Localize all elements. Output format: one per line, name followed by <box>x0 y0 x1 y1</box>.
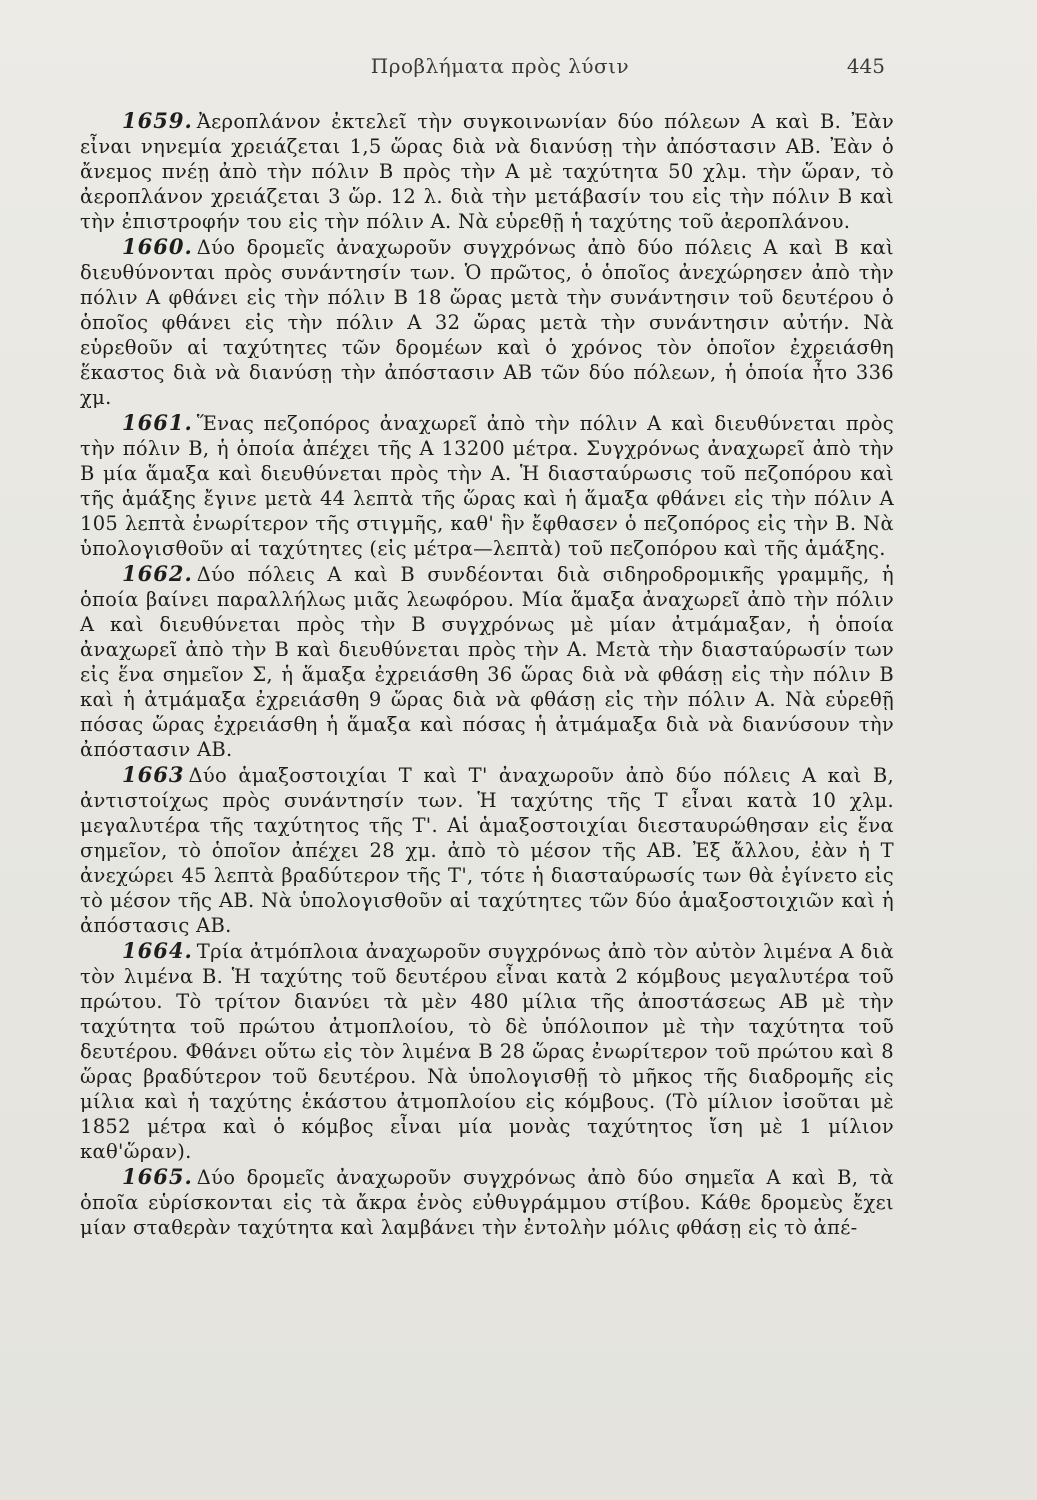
page-number: 445 <box>846 54 885 78</box>
problem-1663 <box>80 762 894 938</box>
problem-number: 1664. <box>122 938 193 963</box>
problem-text: Τρία ἀτμόπλοια ἀναχωροῦν συγχρόνως ἀπὸ τὸν αὐτὸν λιμένα Α διὰ τὸν λιμένα Β. Ἡ ταχύτης τοῦ δευτέρου εἶναι κατὰ 2 κόμβους μεγαλυτέρα τοῦ πρώτου. Τὸ τρίτον διανύει τὰ μὲν 480 μίλια τῆς ἀποστάσεως ΑΒ μὲ τὴν ταχύτητα τοῦ πρώτου ἀτμοπλοίου, τὸ δὲ ὑπόλοιπον μὲ τὴν ταχύτητα τοῦ δευτέρου. Φθάνει οὕτω εἰς τὸν λιμένα Β 28 ὥρας ἐνωρίτερον τοῦ πρώτου καὶ 8 ὥρας βραδύτερον τοῦ δευτέρου. Νὰ ὑπολογισθῇ τὸ μῆκος τῆς διαδρομῆς εἰς μίλια καὶ ἡ ταχύτης ἑκάστου ἀτμοπλοίου εἰς κόμβους. (Τὸ μίλιον ἰσοῦται μὲ 1852 μέτρα καὶ ὁ κόμβος εἶναι μία μονὰς ταχύτητος ἴση μὲ 1 μίλιον καθ'ὥραν). <box>80 940 894 1163</box>
problem-text: Ἕνας πεζοπόρος ἀναχωρεῖ ἀπὸ τὴν πόλιν Α καὶ διευθύνεται πρὸς τὴν πόλιν Β, ἡ ὁποία ἀπέχει τῆς Α 13200 μέτρα. Συγχρόνως ἀναχωρεῖ ἀπὸ τὴν Β μία ἅμαξα καὶ διευθύνεται πρὸς τὴν Α. Ἡ διασταύρωσις τοῦ πεζοπόρου καὶ τῆς ἁμάξης ἔγινε μετὰ 44 λεπτὰ τῆς ὥρας καὶ ἡ ἅμαξα φθάνει εἰς τὴν πόλιν Α 105 λεπτὰ ἐνωρίτερον τῆς στιγμῆς, καθ' ἣν ἔφθασεν ὁ πεζοπόρος εἰς τὴν Β. Νὰ ὑπολογισθοῦν αἱ ταχύτητες (εἰς μέτρα—λεπτὰ) τοῦ πεζοπόρου καὶ τῆς ἁμάξης. <box>80 412 894 560</box>
problem-number: 1665. <box>122 1164 193 1189</box>
problem-number: 1659. <box>122 108 193 133</box>
problem-1659 <box>80 108 894 234</box>
problem-1664 <box>80 938 894 1164</box>
running-title: Προβλήματα πρὸς λύσιν <box>370 54 630 78</box>
problem-1661 <box>80 410 894 561</box>
problem-text: Ἀεροπλάνον ἐκτελεῖ τὴν συγκοινωνίαν δύο πόλεων Α καὶ Β. Ἐὰν εἶναι νηνεμία χρειάζεται 1,5 ὥρας διὰ νὰ διανύσῃ τὴν ἀπόστασιν ΑΒ. Ἐὰν ὁ ἄνεμος πνέῃ ἀπὸ τὴν πόλιν Β πρὸς τὴν Α μὲ ταχύτητα 50 χλμ. τὴν ὥραν, τὸ ἀεροπλάνον χρειάζεται 3 ὥρ. 12 λ. διὰ τὴν μετάβασίν του εἰς τὴν πόλιν Β καὶ τὴν ἐπιστροφήν του εἰς τὴν πόλιν Α. Νὰ εὑρεθῇ ἡ ταχύτης τοῦ ἀεροπλάνου. <box>80 110 894 233</box>
problem-number: 1660. <box>122 234 193 259</box>
problem-text: Δύο πόλεις Α καὶ Β συνδέονται διὰ σιδηροδρομικῆς γραμμῆς, ἡ ὁποία βαίνει παραλλήλως μιᾶς λεωφόρου. Μία ἅμαξα ἀναχωρεῖ ἀπὸ τὴν πόλιν Α καὶ διευθύνεται πρὸς τὴν Β συγχρόνως μὲ μίαν ἀτμάμαξαν, ἡ ὁποία ἀναχωρεῖ ἀπὸ τὴν Β καὶ διευθύνεται πρὸς τὴν Α. Μετὰ τὴν διασταύρωσίν των εἰς ἕνα σημεῖον Σ, ἡ ἅμαξα ἐχρειάσθη 36 ὥρας διὰ νὰ φθάσῃ εἰς τὴν πόλιν Β καὶ ἡ ἀτμάμαξα ἐχρειάσθη 9 ὥρας διὰ νὰ φθάσῃ εἰς τὴν πόλιν Α. Νὰ εὑρεθῇ πόσας ὥρας ἐχρειάσθη ἡ ἅμαξα καὶ πόσας ἡ ἀτμάμαξα διὰ νὰ διανύσουν τὴν ἀπόστασιν ΑΒ. <box>80 563 894 761</box>
problem-number: 1662. <box>122 561 193 586</box>
problem-text: Δύο δρομεῖς ἀναχωροῦν συγχρόνως ἀπὸ δύο πόλεις Α καὶ Β καὶ διευθύνονται πρὸς συνάντησίν των. Ὁ πρῶτος, ὁ ὁποῖος ἀνεχώρησεν ἀπὸ τὴν πόλιν Α φθάνει εἰς τὴν πόλιν Β 18 ὥρας μετὰ τὴν συνάντησιν τοῦ δευτέρου ὁ ὁποῖος φθάνει εἰς τὴν πόλιν Α 32 ὥρας μετὰ τὴν συνάντησιν αὐτήν. Νὰ εὑρεθοῦν αἱ ταχύτητες τῶν δρομέων καὶ ὁ χρόνος τὸν ὁποῖον ἐχρειάσθη ἕκαστος διὰ νὰ διανύσῃ τὴν ἀπόστασιν ΑΒ τῶν δύο πόλεων, ἡ ὁποία ἦτο 336 χμ. <box>80 236 894 409</box>
problem-text: Δύο δρομεῖς ἀναχωροῦν συγχρόνως ἀπὸ δύο σημεῖα Α καὶ Β, τὰ ὁποῖα εὑρίσκονται εἰς τὰ ἄκρα ἑνὸς εὐθυγράμμου στίβου. Κάθε δρομεὺς ἔχει μίαν σταθερὰν ταχύτητα καὶ λαμβάνει τὴν ἐντολὴν μόλις φθάσῃ εἰς τὸ ἀπέ- <box>80 1166 894 1239</box>
page-header <box>0 54 1037 84</box>
problem-number: 1663 <box>122 762 185 787</box>
problem-1665 <box>80 1164 894 1240</box>
problem-1660 <box>80 234 894 410</box>
problem-number: 1661. <box>122 410 193 435</box>
problem-text: Δύο ἁμαξοστοιχίαι Τ καὶ Τ' ἀναχωροῦν ἀπὸ δύο πόλεις Α καὶ Β, ἀντιστοίχως πρὸς συνάντησίν των. Ἡ ταχύτης τῆς Τ εἶναι κατὰ 10 χλμ. μεγαλυτέρα τῆς ταχύτητος τῆς Τ'. Αἱ ἁμαξοστοιχίαι διεσταυρώθησαν εἰς ἕνα σημεῖον, τὸ ὁποῖον ἀπέχει 28 χμ. ἀπὸ τὸ μέσον τῆς ΑΒ. Ἐξ ἄλλου, ἐὰν ἡ Τ ἀνεχώρει 45 λεπτὰ βραδύτερον τῆς Τ', τότε ἡ διασταύρωσίς των θὰ ἐγίνετο εἰς τὸ μέσον τῆς ΑΒ. Νὰ ὑπολογισθοῦν αἱ ταχύτητες τῶν δύο ἁμαξοστοιχιῶν καὶ ἡ ἀπόστασις ΑΒ. <box>80 764 894 937</box>
page-body <box>80 108 894 1240</box>
problem-1662 <box>80 561 894 762</box>
